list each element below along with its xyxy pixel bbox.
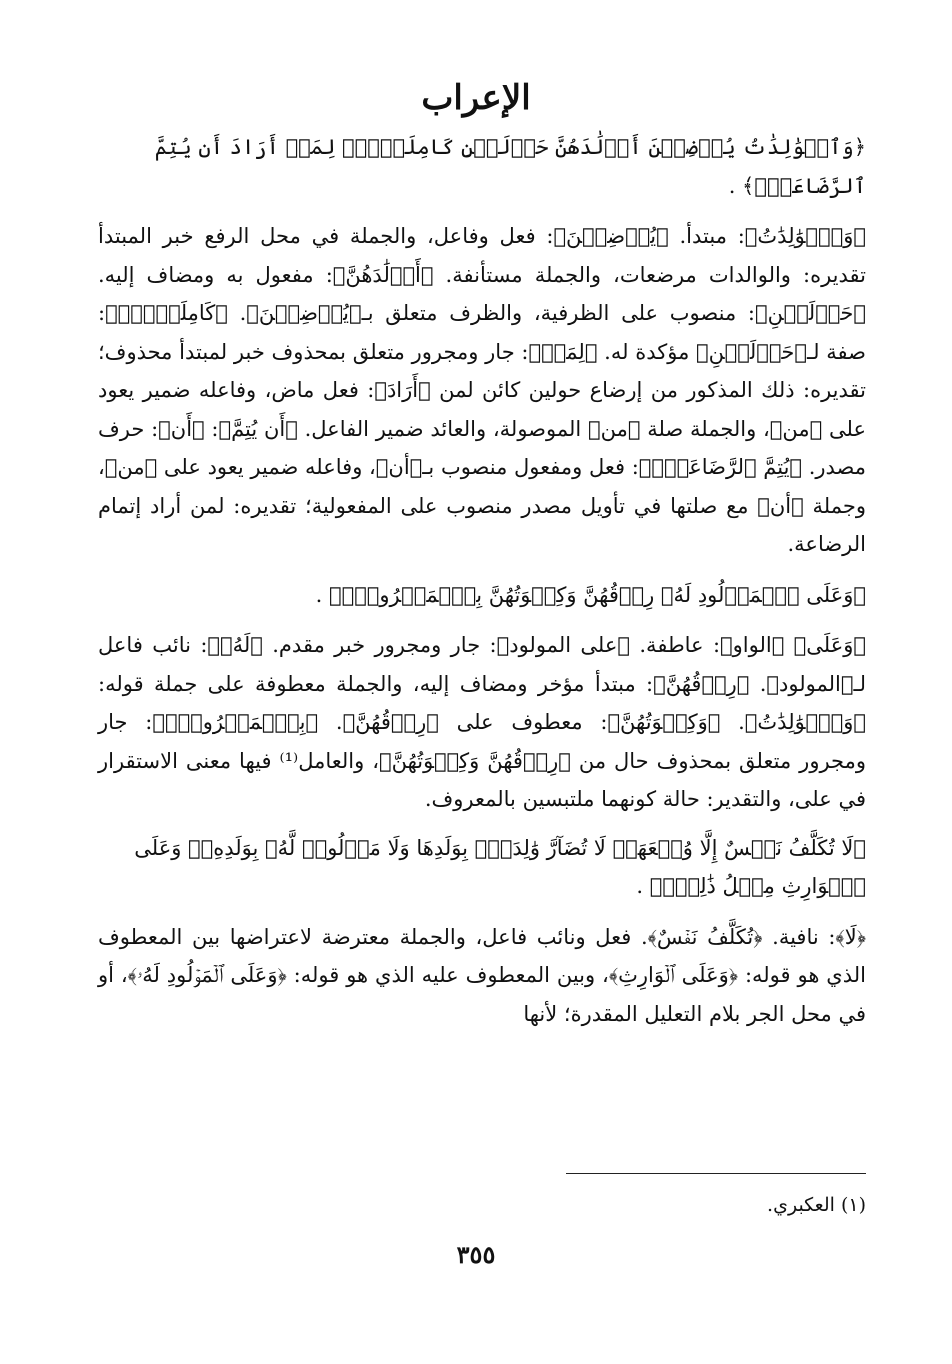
paragraph-spacer: [98, 819, 866, 829]
verse-paragraph: ﴿وَعَلَى ٱلۡمَوۡلُودِ لَهُۥ رِزۡقُهُنَّ وَكِسۡوَتُهُنَّ بِٱلۡمَعۡرُوفِۚ﴾ .: [315, 582, 866, 607]
page-number: ٣٥٥: [456, 1240, 496, 1269]
paragraph-spacer: [98, 906, 866, 918]
parsing-paragraph: ﴿لَا﴾: نافية. ﴿تُكَلَّفُ نَفۡسٌ﴾. فعل ونائب فاعل، والجملة معترضة لاعتراضها بين المعطوف الذي هو قوله: ﴿وَعَلَى ٱلۡوَارِثِ﴾، وبين المعطوف عليه الذي هو قوله: ﴿وَعَلَى ٱلۡمَوۡلُودِ لَهُۥ﴾، أو في محل الجر بلام التعليل المقدرة؛ لأنها: [98, 924, 866, 1026]
verse-paragraph: ﴿لَا تُكَلَّفُ نَفۡسٌ إِلَّا وُسۡعَهَاۚ لَا تُضَآرَّ وَٰلِدَةُۢ بِوَلَدِهَا وَلَا مَوۡلُودٞ لَّهُۥ بِوَلَدِهِۦۚ وَعَلَى ٱلۡوَارِثِ مِثۡلُ ذَٰلِكَۗ﴾ .: [134, 835, 866, 898]
paragraph-spacer: [98, 564, 866, 576]
paragraph-spacer: [98, 614, 866, 626]
parsing-paragraph: ﴿وَٱلۡوَٰلِدَٰتُ﴾: مبتدأ. ﴿يُرۡضِعۡنَ﴾: فعل وفاعل، والجملة في محل الرفع خبر المبتدأ تقديره: والوالدات مرضعات، والجملة مستأنفة. ﴿أَوۡلَٰدَهُنَّ﴾: مفعول به ومضاف إليه. ﴿حَوۡلَيۡنِ﴾: منصوب على الظرفية، والظرف متعلق بـ﴿يُرۡضِعۡنَ﴾. ﴿كَامِلَيۡنِۖ﴾: صفة لـ﴿حَوۡلَيۡنِ﴾ مؤكدة له. ﴿لِمَنۡ﴾: جار ومجرور متعلق بمحذوف خبر لمبتدأ محذوف؛ تقديره: ذلك المذكور من إرضاع حولين كائن لمن ﴿أَرَادَ﴾: فعل ماض، وفاعله ضمير يعود على ﴿من﴾، والجملة صلة ﴿من﴾ الموصولة، والعائد ضمير الفاعل. ﴿أَن يُتِمَّ﴾: ﴿أَن﴾: حرف مصدر. ﴿يُتِمَّ ٱلرَّضَاعَةَۚ﴾: فعل ومفعول منصوب بـ﴿أن﴾، وفاعله ضمير يعود على ﴿من﴾، وجملة ﴿أن﴾ مع صلتها في تأويل مصدر منصوب على المفعولية؛ تقديره: لمن أراد إتمام الرضاعة.: [98, 224, 866, 556]
parsing-paragraph: ﴿وَعَلَى﴾ ﴿الواو﴾: عاطفة. ﴿على المولود﴾: جار ومجرور خبر مقدم. ﴿لَهُۥ﴾: نائب فاعل لـ﴿المولود﴾. ﴿رِزۡقُهُنَّ﴾: مبتدأ مؤخر ومضاف إليه، والجملة معطوفة على جملة قوله: ﴿وَٱلۡوَٰلِدَٰتُ﴾. ﴿وَكِسۡوَتُهُنَّ﴾: معطوف على ﴿رِزۡقُهُنَّ﴾. ﴿بِٱلۡمَعۡرُوفِۚ﴾: جار ومجرور متعلق بمحذوف حال من ﴿رِزۡقُهُنَّ وَكِسۡوَتُهُنَّ﴾، والعامل⁽¹⁾ فيها معنى الاستقرار في على، والتقدير: حالة كونهما ملتبسين بالمعروف.: [98, 633, 866, 811]
page-title: الإعراب: [421, 78, 531, 118]
page-body: [98, 128, 866, 1033]
paragraph-spacer: [98, 205, 866, 217]
verse-paragraph: ﴿وَٱلۡوَٰلِدَٰتُ يُرۡضِعۡنَ أَوۡلَٰدَهُنَّ حَوۡلَيۡنِ كَامِلَيۡنِۖ لِمَنۡ أَرَادَ أَن يُتِمَّ ٱلرَّضَاعَةَۚ﴾ .: [154, 135, 866, 198]
footnote: (١) العكبري.: [767, 1194, 866, 1216]
footnote-separator: [566, 1173, 866, 1174]
